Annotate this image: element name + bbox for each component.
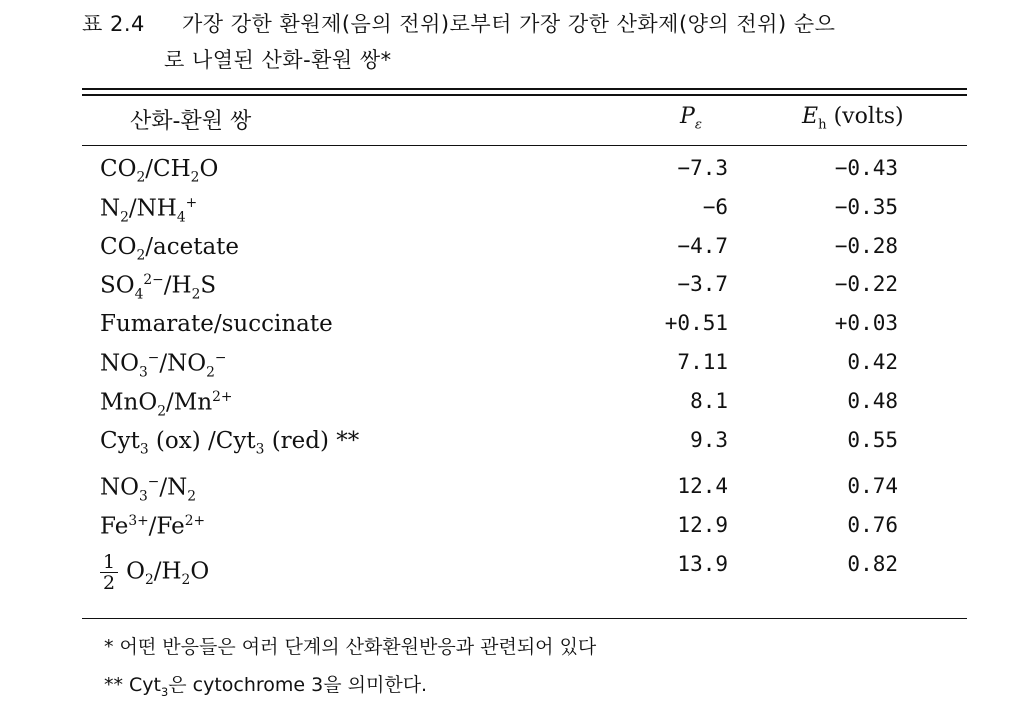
cell-eh: −0.22 — [834, 272, 898, 297]
cell-redox-pair: $NO_3^-/NO_2^-$ — [100, 349, 227, 381]
table-row — [0, 268, 1016, 307]
cell-eh: −0.43 — [834, 156, 898, 180]
cell-pe: 9.3 — [690, 427, 728, 452]
cell-pe: 8.1 — [690, 388, 728, 413]
table-bottom-rule — [82, 618, 967, 619]
table-caption — [82, 6, 982, 78]
footnote-2-suffix: 은 cytochrome 3을 의미한다. — [168, 674, 428, 696]
table-row — [0, 152, 1016, 191]
pe-symbol: P — [680, 104, 695, 129]
cell-eh: −0.28 — [834, 233, 898, 258]
table-row — [0, 470, 1016, 509]
cell-redox-pair: $MnO_2/Mn^{2+}$ — [100, 388, 233, 420]
cell-eh: 0.42 — [847, 349, 898, 374]
cell-redox-pair: $Fe^{3+}/Fe^{2+}$ — [100, 513, 206, 540]
eh-unit: (volts) — [833, 104, 904, 129]
table-row — [0, 509, 1016, 548]
table-number: 표 2.4 — [82, 12, 145, 36]
footnote-1: * 어떤 반응들은 여러 단계의 산화환원반응과 관련되어 있다 — [104, 636, 597, 658]
table-body — [0, 152, 1016, 594]
caption-line-2: 로 나열된 산화-환원 쌍* — [164, 48, 392, 72]
cell-redox-pair: Cyt$_3$ (ox) /Cyt$_3$ (red) ** — [100, 427, 360, 458]
footnotes — [104, 628, 596, 711]
cell-pe: 13.9 — [677, 551, 728, 576]
cell-eh: 0.74 — [847, 474, 898, 499]
column-header-pair: 산화-환원 쌍 — [130, 109, 252, 134]
cell-eh: 0.48 — [847, 388, 898, 413]
cell-redox-pair: $N_2/NH_4^+$ — [100, 194, 198, 226]
cell-redox-pair: $NO_3^-/N_2$ — [100, 474, 196, 505]
table-row — [0, 385, 1016, 424]
cell-eh: 0.76 — [847, 513, 898, 538]
cell-redox-pair: $\frac{1}{2}$ $O_2/H_2O$ — [100, 552, 209, 593]
cell-eh: +0.03 — [834, 311, 898, 336]
table-row — [0, 191, 1016, 230]
header-top-rule — [82, 88, 967, 96]
cell-pe: 7.11 — [677, 349, 728, 374]
cell-pe: −6 — [702, 194, 728, 219]
cell-pe: 12.4 — [677, 474, 728, 499]
cell-pe: −4.7 — [677, 233, 728, 258]
cell-eh: −0.35 — [834, 194, 898, 219]
footnote-2-prefix: ** Cyt — [104, 674, 161, 696]
caption-line-1: 가장 강한 환원제(음의 전위)로부터 가장 강한 산화제(양의 전위) 순으 — [182, 12, 836, 36]
header-bottom-rule — [82, 145, 967, 146]
eh-subscript: h — [818, 117, 827, 133]
cell-redox-pair: Fumarate/succinate — [100, 311, 333, 338]
footnote-2-sub: 3 — [161, 684, 169, 699]
cell-pe: 12.9 — [677, 513, 728, 538]
footnote-2 — [104, 666, 596, 711]
cell-pe: −7.3 — [677, 156, 728, 180]
cell-eh: 0.82 — [847, 551, 898, 576]
table-row — [0, 307, 1016, 346]
eh-symbol: E — [802, 104, 819, 129]
pe-subscript: ε — [694, 117, 702, 133]
table-row — [0, 230, 1016, 269]
cell-redox-pair: $SO_4^{2-}/H_2S$ — [100, 272, 217, 303]
table-row — [0, 548, 1016, 594]
cell-pe: +0.51 — [664, 311, 728, 336]
table-row — [0, 346, 1016, 385]
cell-redox-pair: $CO_2$/acetate — [100, 233, 240, 264]
cell-pe: −3.7 — [677, 272, 728, 297]
cell-redox-pair: $CO_2/CH_2O$ — [100, 156, 219, 186]
column-header-eh — [802, 104, 904, 132]
cell-eh: 0.55 — [847, 427, 898, 452]
column-header-pe — [680, 104, 702, 132]
table-row — [0, 424, 1016, 463]
